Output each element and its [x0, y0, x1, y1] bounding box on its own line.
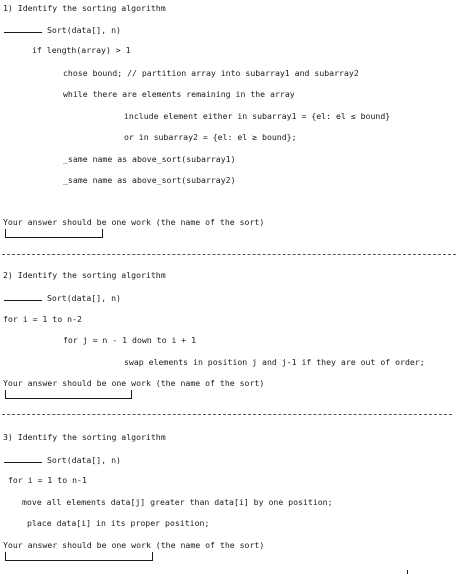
- code-line: swap elements in position j and j-1 if they are out of order;: [124, 357, 425, 367]
- code-line: chose bound; // partition array into subarray1 and subarray2: [63, 68, 359, 78]
- question-2-answer-field[interactable]: [5, 390, 132, 399]
- section-divider: [2, 414, 452, 415]
- question-1-answer-field[interactable]: [5, 229, 103, 238]
- code-line: _same name as above_sort(subarray2): [63, 175, 236, 185]
- code-line: move all elements data[j] greater than data[i] by one position;: [22, 497, 333, 507]
- question-2-signature-line: [4, 292, 121, 303]
- question-1-answer-prompt: Your answer should be one work (the name of the sort): [3, 217, 265, 227]
- question-2-name-blank: [4, 292, 42, 301]
- question-3-name-blank: [4, 454, 42, 463]
- code-line: while there are elements remaining in the array: [63, 89, 295, 99]
- question-2-answer-prompt: Your answer should be one work (the name of the sort): [3, 378, 265, 388]
- code-line: place data[i] in its proper position;: [27, 518, 210, 528]
- question-3-signature-line: [4, 454, 121, 465]
- question-3-answer-prompt: Your answer should be one work (the name of the sort): [3, 540, 265, 550]
- question-2-title: 2) Identify the sorting algorithm: [3, 270, 166, 280]
- question-3-title: 3) Identify the sorting algorithm: [3, 432, 166, 442]
- code-line: for j = n - 1 down to i + 1: [63, 335, 197, 345]
- text-cursor-mark: [407, 570, 408, 574]
- question-1-signature: Sort(data[], n): [47, 25, 121, 35]
- code-line: for i = 1 to n-2: [3, 314, 82, 324]
- question-2-signature: Sort(data[], n): [47, 293, 121, 303]
- section-divider: [2, 254, 456, 255]
- code-line: or in subarray2 = {el: el ≥ bound};: [124, 132, 297, 142]
- code-line: if length(array) > 1: [32, 45, 131, 55]
- question-3-signature: Sort(data[], n): [47, 455, 121, 465]
- code-line: for i = 1 to n-1: [8, 475, 87, 485]
- code-line: _same name as above_sort(subarray1): [63, 154, 236, 164]
- code-line: include element either in subarray1 = {el: el ≤ bound}: [124, 111, 391, 121]
- question-3-answer-field[interactable]: [5, 552, 153, 561]
- question-1-signature-line: [4, 24, 121, 35]
- question-1-title: 1) Identify the sorting algorithm: [3, 3, 166, 13]
- question-1-name-blank: [4, 24, 42, 33]
